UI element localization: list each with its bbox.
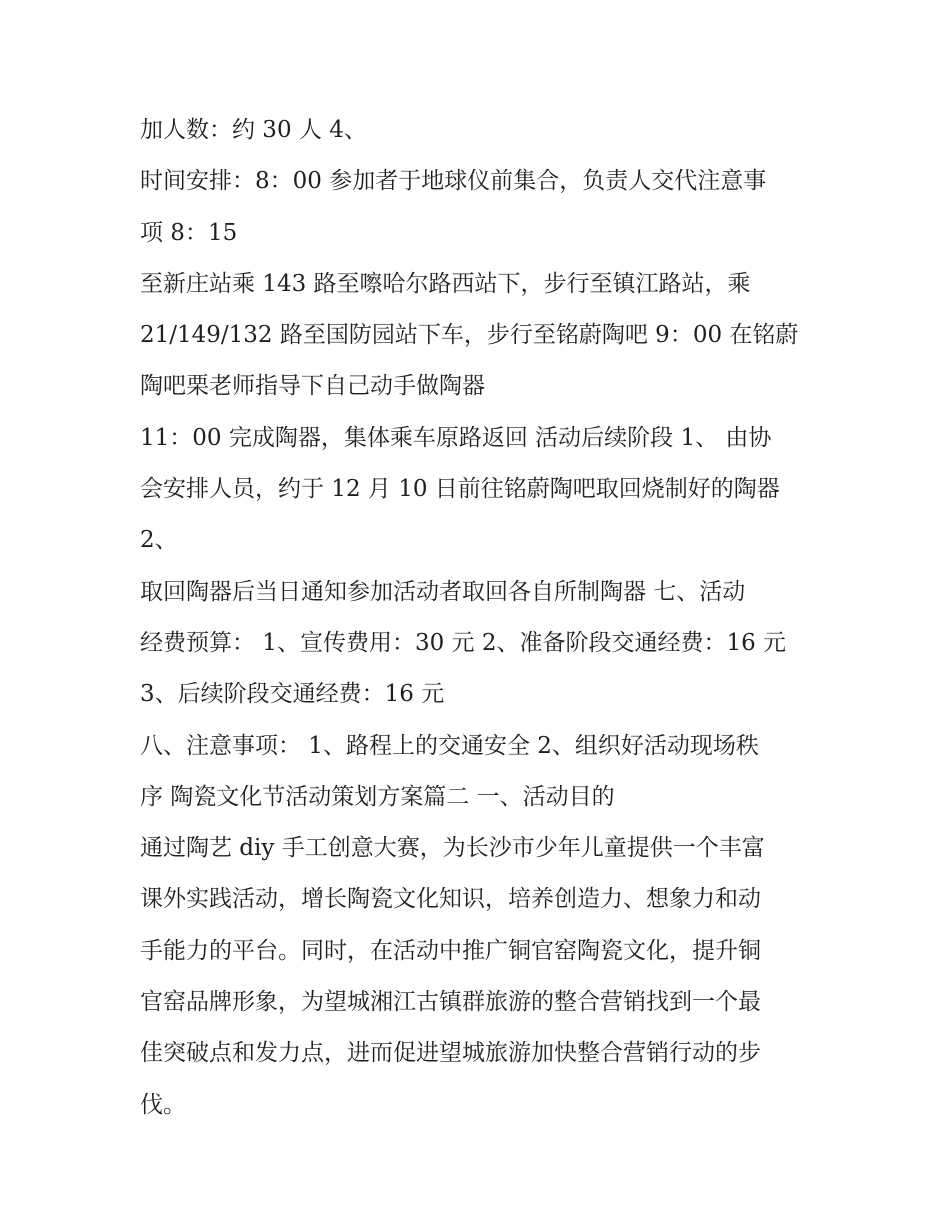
- text-line: 佳突破点和发力点，进而促进望城旅游加快整合营销行动的步: [140, 1040, 761, 1067]
- text-line: 伐。: [140, 1091, 186, 1118]
- text-line: 时间安排：8：00 参加者于地球仪前集合，负责人交代注意事: [140, 168, 767, 195]
- text-line: 通过陶艺 diy 手工创意大赛，为长沙市少年儿童提供一个丰富: [140, 835, 765, 862]
- text-line: 取回陶器后当日通知参加活动者取回各自所制陶器 七、活动: [140, 578, 746, 605]
- text-line: 至新庄站乘 143 路至嚓哈尔路西站下，步行至镇江路站，乘: [140, 270, 751, 297]
- text-line: 陶吧栗老师指导下自己动手做陶器: [140, 373, 485, 400]
- text-line: 11：00 完成陶器，集体乘车原路返回 活动后续阶段 1、 由协: [140, 424, 772, 451]
- text-line: 课外实践活动，增长陶瓷文化知识，培养创造力、想象力和动: [140, 886, 761, 913]
- text-line: 官窑品牌形象，为望城湘江古镇群旅游的整合营销找到一个最: [140, 989, 761, 1016]
- text-line: 2、: [140, 527, 178, 554]
- text-line: 手能力的平台。同时，在活动中推广铜官窑陶瓷文化，提升铜: [140, 937, 761, 964]
- text-line: 3、后续阶段交通经费：16 元: [140, 681, 445, 708]
- document-body: [140, 105, 820, 1131]
- text-line: 八、注意事项： 1、路程上的交通安全 2、组织好活动现场秩: [140, 732, 759, 759]
- text-line: 序 陶瓷文化节活动策划方案篇二 一、活动目的: [140, 783, 615, 810]
- text-line: 项 8：15: [140, 219, 238, 246]
- text-line: 21/149/132 路至国防园站下车，步行至铭蔚陶吧 9：00 在铭蔚: [140, 322, 799, 349]
- text-line: 加人数：约 30 人 4、: [140, 117, 367, 143]
- text-line: 会安排人员，约于 12 月 10 日前往铭蔚陶吧取回烧制好的陶器: [140, 476, 780, 503]
- text-line: 经费预算： 1、宣传费用：30 元 2、准备阶段交通经费：16 元: [140, 629, 787, 656]
